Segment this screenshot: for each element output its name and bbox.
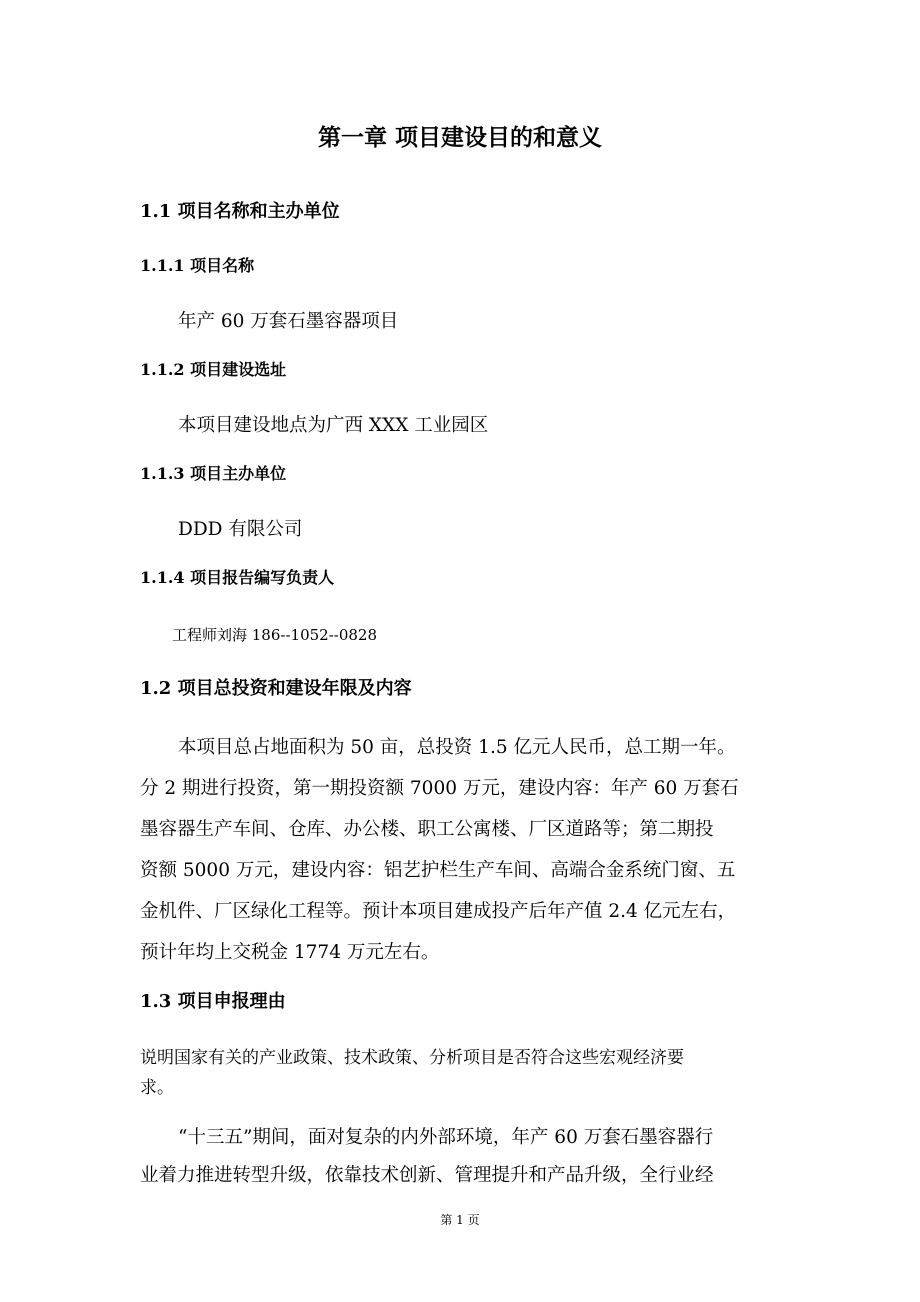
section-1-1-heading: 1.1 项目名称和主办单位 (140, 201, 340, 222)
industry-line: 业着力推进转型升级，依靠技术创新、管理提升和产品升级，全行业经 (140, 1165, 714, 1186)
section-1-1-1-heading: 1.1.1 项目名称 (140, 256, 255, 275)
project-site-text: 本项目建设地点为广西 XXX 工业园区 (178, 415, 489, 436)
chapter-title: 第一章 项目建设目的和意义 (317, 124, 602, 151)
section-1-2-heading: 1.2 项目总投资和建设年限及内容 (140, 678, 412, 699)
investment-line: 金机件、厂区绿化工程等。预计本项目建成投产后年产值 2.4 亿元左右， (140, 901, 737, 922)
project-sponsor-text: DDD 有限公司 (178, 519, 303, 540)
investment-line: 资额 5000 万元，建设内容：铝艺护栏生产车间、高端合金系统门窗、五 (140, 860, 736, 881)
report-author-text: 工程师刘海 186--1052--0828 (172, 626, 378, 644)
policy-line: 说明国家有关的产业政策、技术政策、分析项目是否符合这些宏观经济要 (140, 1048, 684, 1068)
industry-line: “十三五”期间，面对复杂的内外部环境，年产 60 万套石墨容器行 (178, 1127, 714, 1148)
section-1-1-2-heading: 1.1.2 项目建设选址 (140, 360, 287, 379)
investment-line: 本项目总占地面积为 50 亩，总投资 1.5 亿元人民币，总工期一年。 (178, 737, 736, 758)
section-1-3-heading: 1.3 项目申报理由 (140, 991, 286, 1012)
section-1-1-3-heading: 1.1.3 项目主办单位 (140, 464, 287, 483)
page-number: 第 1 页 (440, 1213, 480, 1227)
section-1-1-4-heading: 1.1.4 项目报告编写负责人 (140, 568, 335, 587)
project-name-text: 年产 60 万套石墨容器项目 (178, 311, 399, 332)
investment-line: 预计年均上交税金 1774 万元左右。 (140, 942, 440, 963)
investment-line: 墨容器生产车间、仓库、办公楼、职工公寓楼、厂区道路等；第二期投 (140, 819, 714, 840)
policy-line: 求。 (140, 1078, 174, 1098)
investment-line: 分 2 期进行投资，第一期投资额 7000 万元，建设内容：年产 60 万套石 (140, 778, 739, 799)
